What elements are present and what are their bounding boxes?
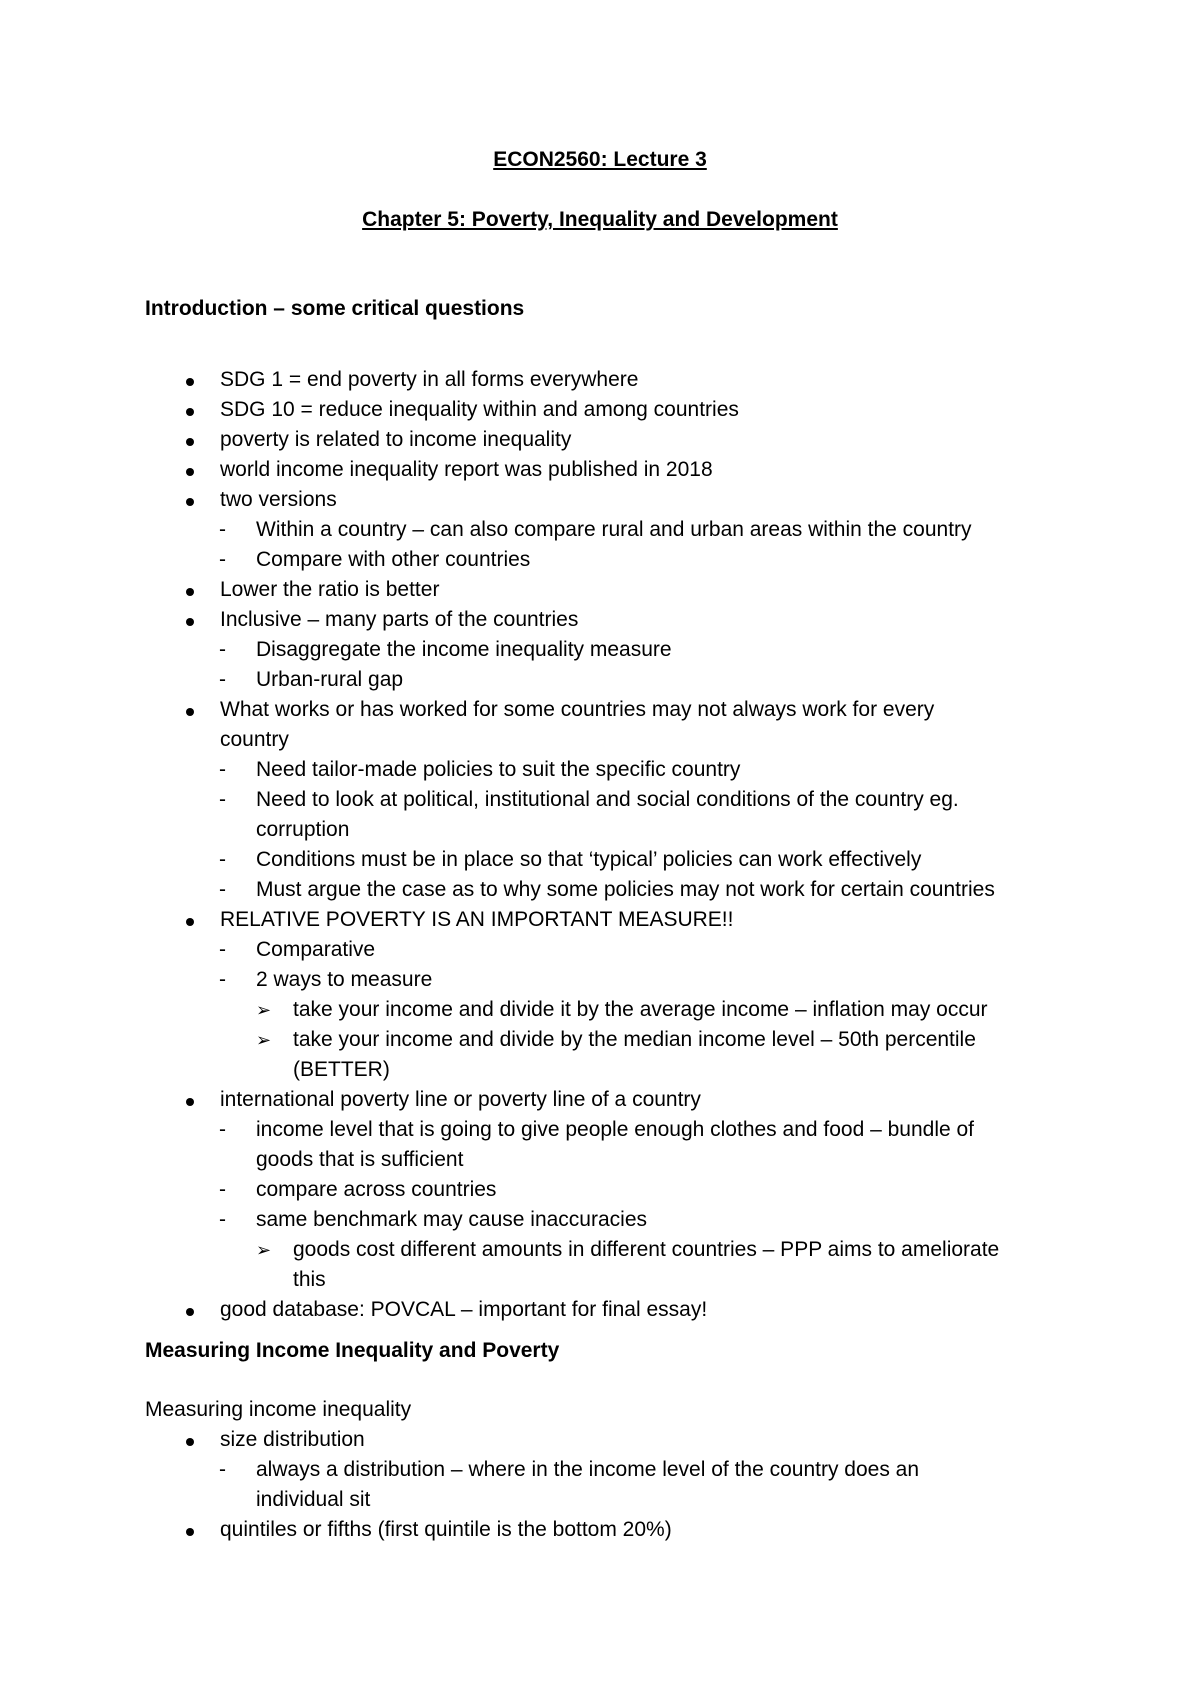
measuring-list-item: quintiles or fifths (first quintile is the bottom 20%): [220, 1518, 672, 1541]
dash-marker: -: [219, 1208, 226, 1231]
introduction-list-item: Need to look at political, institutional and social conditions of the country eg.: [256, 788, 959, 811]
introduction-list-item: Conditions must be in place so that ‘typical’ policies can work effectively: [256, 848, 922, 871]
bullet-icon: [186, 438, 194, 446]
measuring-list-item: always a distribution – where in the income level of the country does an: [256, 1458, 920, 1481]
bullet-icon: [186, 708, 194, 716]
introduction-list-item: RELATIVE POVERTY IS AN IMPORTANT MEASURE!!: [220, 908, 734, 931]
bullet-icon: [186, 1438, 194, 1446]
introduction-list-item: Within a country – can also compare rural and urban areas within the country: [256, 518, 972, 541]
introduction-list-item: Comparative: [256, 938, 376, 961]
measuring-list-item: size distribution: [220, 1428, 365, 1451]
bullet-icon: [186, 468, 194, 476]
dash-marker: -: [219, 1178, 226, 1201]
arrow-bullet-icon: ➢: [256, 1000, 272, 1020]
introduction-list-item: Disaggregate the income inequality measure: [256, 638, 672, 661]
document-title: ECON2560: Lecture 3: [493, 148, 707, 171]
introduction-list-item: income level that is going to give people enough clothes and food – bundle of: [256, 1118, 975, 1141]
bullet-icon: [186, 918, 194, 926]
introduction-list-item: same benchmark may cause inaccuracies: [256, 1208, 648, 1231]
introduction-list-item: corruption: [256, 818, 350, 841]
introduction-list-item: take your income and divide by the median income level – 50th percentile: [293, 1028, 976, 1051]
section-heading-measuring: Measuring Income Inequality and Poverty: [145, 1339, 560, 1362]
introduction-list-item: two versions: [220, 488, 337, 511]
bullet-icon: [186, 408, 194, 416]
introduction-list-item: take your income and divide it by the average income – inflation may occur: [293, 998, 988, 1021]
bullet-icon: [186, 588, 194, 596]
introduction-list-item: poverty is related to income inequality: [220, 428, 572, 451]
dash-marker: -: [219, 968, 226, 991]
dash-marker: -: [219, 878, 226, 901]
measuring-list-item: individual sit: [256, 1488, 371, 1511]
dash-marker: -: [219, 1118, 226, 1141]
introduction-list-item: Must argue the case as to why some policies may not work for certain countries: [256, 878, 995, 901]
dash-marker: -: [219, 518, 226, 541]
introduction-list-item: 2 ways to measure: [256, 968, 433, 991]
introduction-list-item: goods cost different amounts in different countries – PPP aims to ameliorate: [293, 1238, 1000, 1261]
arrow-bullet-icon: ➢: [256, 1030, 272, 1050]
introduction-list-item: SDG 10 = reduce inequality within and among countries: [220, 398, 739, 421]
dash-marker: -: [219, 938, 226, 961]
dash-marker: -: [219, 1458, 226, 1481]
introduction-list-item: world income inequality report was published in 2018: [220, 458, 713, 481]
arrow-bullet-icon: ➢: [256, 1240, 272, 1260]
introduction-list-item: compare across countries: [256, 1178, 497, 1201]
introduction-list-item: Need tailor-made policies to suit the specific country: [256, 758, 741, 781]
introduction-list-item: goods that is sufficient: [256, 1148, 464, 1171]
bullet-icon: [186, 1308, 194, 1316]
dash-marker: -: [219, 848, 226, 871]
introduction-list-item: international poverty line or poverty line of a country: [220, 1088, 701, 1111]
dash-marker: -: [219, 788, 226, 811]
dash-marker: -: [219, 638, 226, 661]
dash-marker: -: [219, 758, 226, 781]
bullet-icon: [186, 378, 194, 386]
introduction-list-item: SDG 1 = end poverty in all forms everywhere: [220, 368, 639, 391]
dash-marker: -: [219, 548, 226, 571]
chapter-title: Chapter 5: Poverty, Inequality and Development: [362, 208, 838, 231]
introduction-list-item: good database: POVCAL – important for final essay!: [220, 1298, 708, 1321]
bullet-icon: [186, 498, 194, 506]
introduction-list-item: Urban-rural gap: [256, 668, 404, 691]
section-heading-introduction: Introduction – some critical questions: [145, 297, 525, 320]
bullet-icon: [186, 1528, 194, 1536]
dash-marker: -: [219, 668, 226, 691]
bullet-icon: [186, 1098, 194, 1106]
introduction-list-item: (BETTER): [293, 1058, 390, 1081]
introduction-list-item: What works or has worked for some countries may not always work for every: [220, 698, 935, 721]
subheading-measuring-income-inequality: Measuring income inequality: [145, 1398, 412, 1421]
introduction-list-item: Lower the ratio is better: [220, 578, 440, 601]
introduction-list-item: this: [293, 1268, 326, 1291]
introduction-list-item: country: [220, 728, 289, 751]
bullet-icon: [186, 618, 194, 626]
introduction-list-item: Compare with other countries: [256, 548, 531, 571]
introduction-list-item: Inclusive – many parts of the countries: [220, 608, 579, 631]
